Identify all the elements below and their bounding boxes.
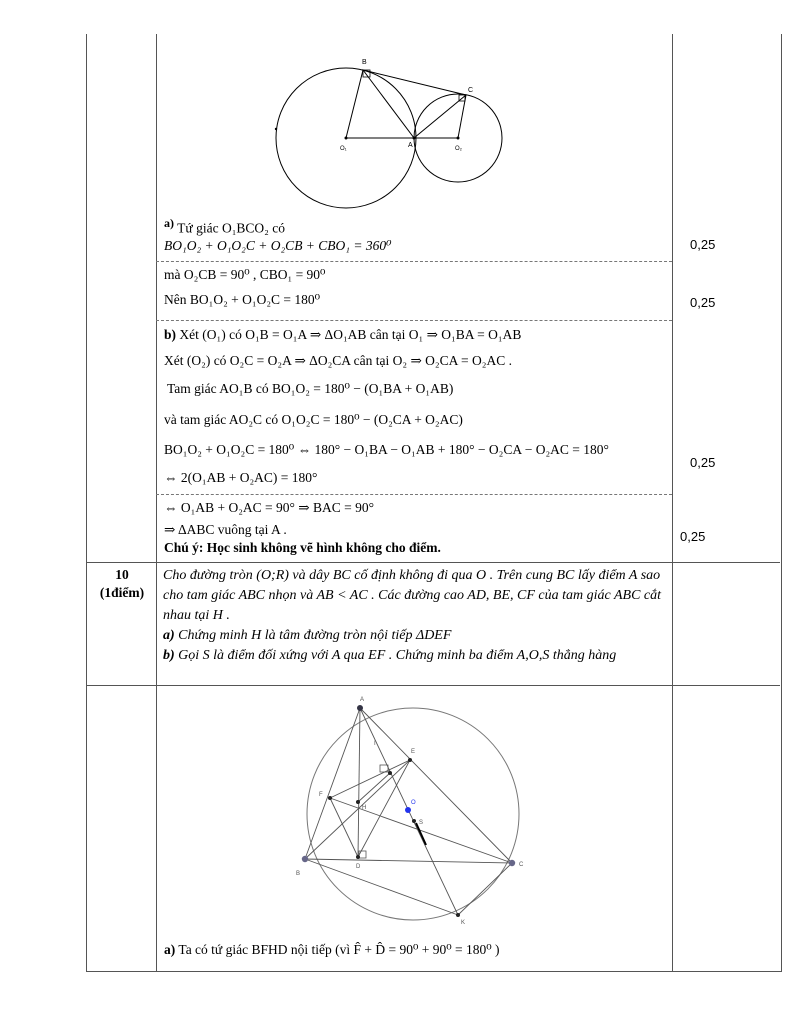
part-b-line-4: BO₁O₂ + O₁O₂C = 180⁰ ⇔ 180° − O₁BA − O₁AB + 180° − O₂CA − O₂AC = 180° <box>164 442 609 457</box>
label-b: B <box>296 871 301 877</box>
part-a-block <box>164 214 285 238</box>
answer-a-text: Ta có tứ giác BFHD nội tiếp (vì F̂ + D̂ = 90⁰ + 90⁰ = 180⁰ ) <box>178 942 500 957</box>
figure-triangle-circle <box>290 695 550 930</box>
label-h: H <box>362 805 367 811</box>
row-divider-answer <box>86 685 780 686</box>
row-divider-question <box>86 562 780 563</box>
label-e: E <box>411 749 416 755</box>
problem-statement <box>163 566 668 666</box>
part-b-line-3: và tam giác AO₂C có O₁O₂C = 180⁰ − (O₂CA + O₂AC) <box>164 412 463 427</box>
note-text: Chú ý: Học sinh không vẽ hình không cho điểm. <box>164 540 441 555</box>
part-b-label: b) <box>164 327 177 342</box>
part-b-text-0: Xét (O₁) có O₁B = O₁A ⇒ ΔO₁AB cân tại O₁ ⇒ O₁BA = O₁AB <box>179 327 522 342</box>
score-4: 0,25 <box>680 529 706 544</box>
label-i: I <box>374 741 376 747</box>
label-d: D <box>356 864 361 870</box>
row2-line1: mà O₂CB = 90⁰ , CBO₁ = 90⁰ <box>164 267 326 282</box>
label-b: B <box>362 59 367 66</box>
label-k: K <box>461 920 466 926</box>
row4-line-1: ⇒ ΔABC vuông tại A . <box>164 522 287 537</box>
label-s: S <box>419 820 424 826</box>
part-b-line-2: Tam giác AO₁B có BO₁O₂ = 180⁰ − (O₁BA + O₁AB) <box>167 381 454 396</box>
row-divider <box>156 261 672 262</box>
part-b-line-0 <box>164 326 521 344</box>
answer-a-line <box>164 941 500 959</box>
question-number-block <box>96 566 148 602</box>
problem-b-text: Gọi S là điểm đối xứng với A qua EF . Chứng minh ba điểm A,O,S thẳng hàng <box>178 648 617 663</box>
part-a-line1: Tứ giác O₁BCO₂ có <box>177 220 285 236</box>
label-a: A <box>360 697 365 703</box>
row-divider <box>156 494 672 495</box>
question-points: (1điểm) <box>99 585 145 600</box>
column-divider-right <box>672 34 673 971</box>
figure-two-circles <box>270 52 510 212</box>
part-b-line-5: ⇔ 2(O₁AB + O₂AC) = 180° <box>164 470 318 485</box>
problem-b-label: b) <box>163 648 175 663</box>
score-1: 0,25 <box>690 237 716 252</box>
answer-a-label: a) <box>164 942 176 957</box>
part-b-line-1: Xét (O₂) có O₂C = O₂A ⇒ ΔO₂CA cân tại O₂ ⇒ O₂CA = O₂AC . <box>164 353 512 368</box>
label-o2: O₂ <box>455 146 462 152</box>
column-divider-left <box>156 34 157 971</box>
label-o: O <box>411 800 416 806</box>
row2-line2: Nên BO₁O₂ + O₁O₂C = 180⁰ <box>164 292 321 307</box>
part-a-equation: BO₁O₂ + O₁O₂C + O₂CB + CBO₁ = 360⁰ <box>164 238 392 253</box>
label-f: F <box>319 792 323 798</box>
score-3: 0,25 <box>690 455 716 470</box>
row-divider <box>156 320 672 321</box>
problem-text: Cho đường tròn (O;R) và dây BC cố định không đi qua O . Trên cung BC lấy điểm A sao cho tam giác ABC nhọn và AB < AC . Các đường cao AD, BE, CF của tam giác ABC cắt nhau tại H . <box>163 568 662 623</box>
label-c: C <box>468 87 474 94</box>
label-a: A <box>408 142 413 149</box>
row4-line-0: ⇔ O₁AB + O₂AC = 90° ⇒ BAC = 90° <box>164 500 375 515</box>
label-o1: O₁ <box>340 146 347 152</box>
question-number: 10 <box>115 567 129 582</box>
score-2: 0,25 <box>690 295 716 310</box>
label-c: C <box>519 862 524 868</box>
problem-a-label: a) <box>163 628 175 643</box>
part-a-heading: a) <box>164 216 174 230</box>
problem-a-text: Chứng minh H là tâm đường tròn nội tiếp ΔDEF <box>178 628 452 643</box>
